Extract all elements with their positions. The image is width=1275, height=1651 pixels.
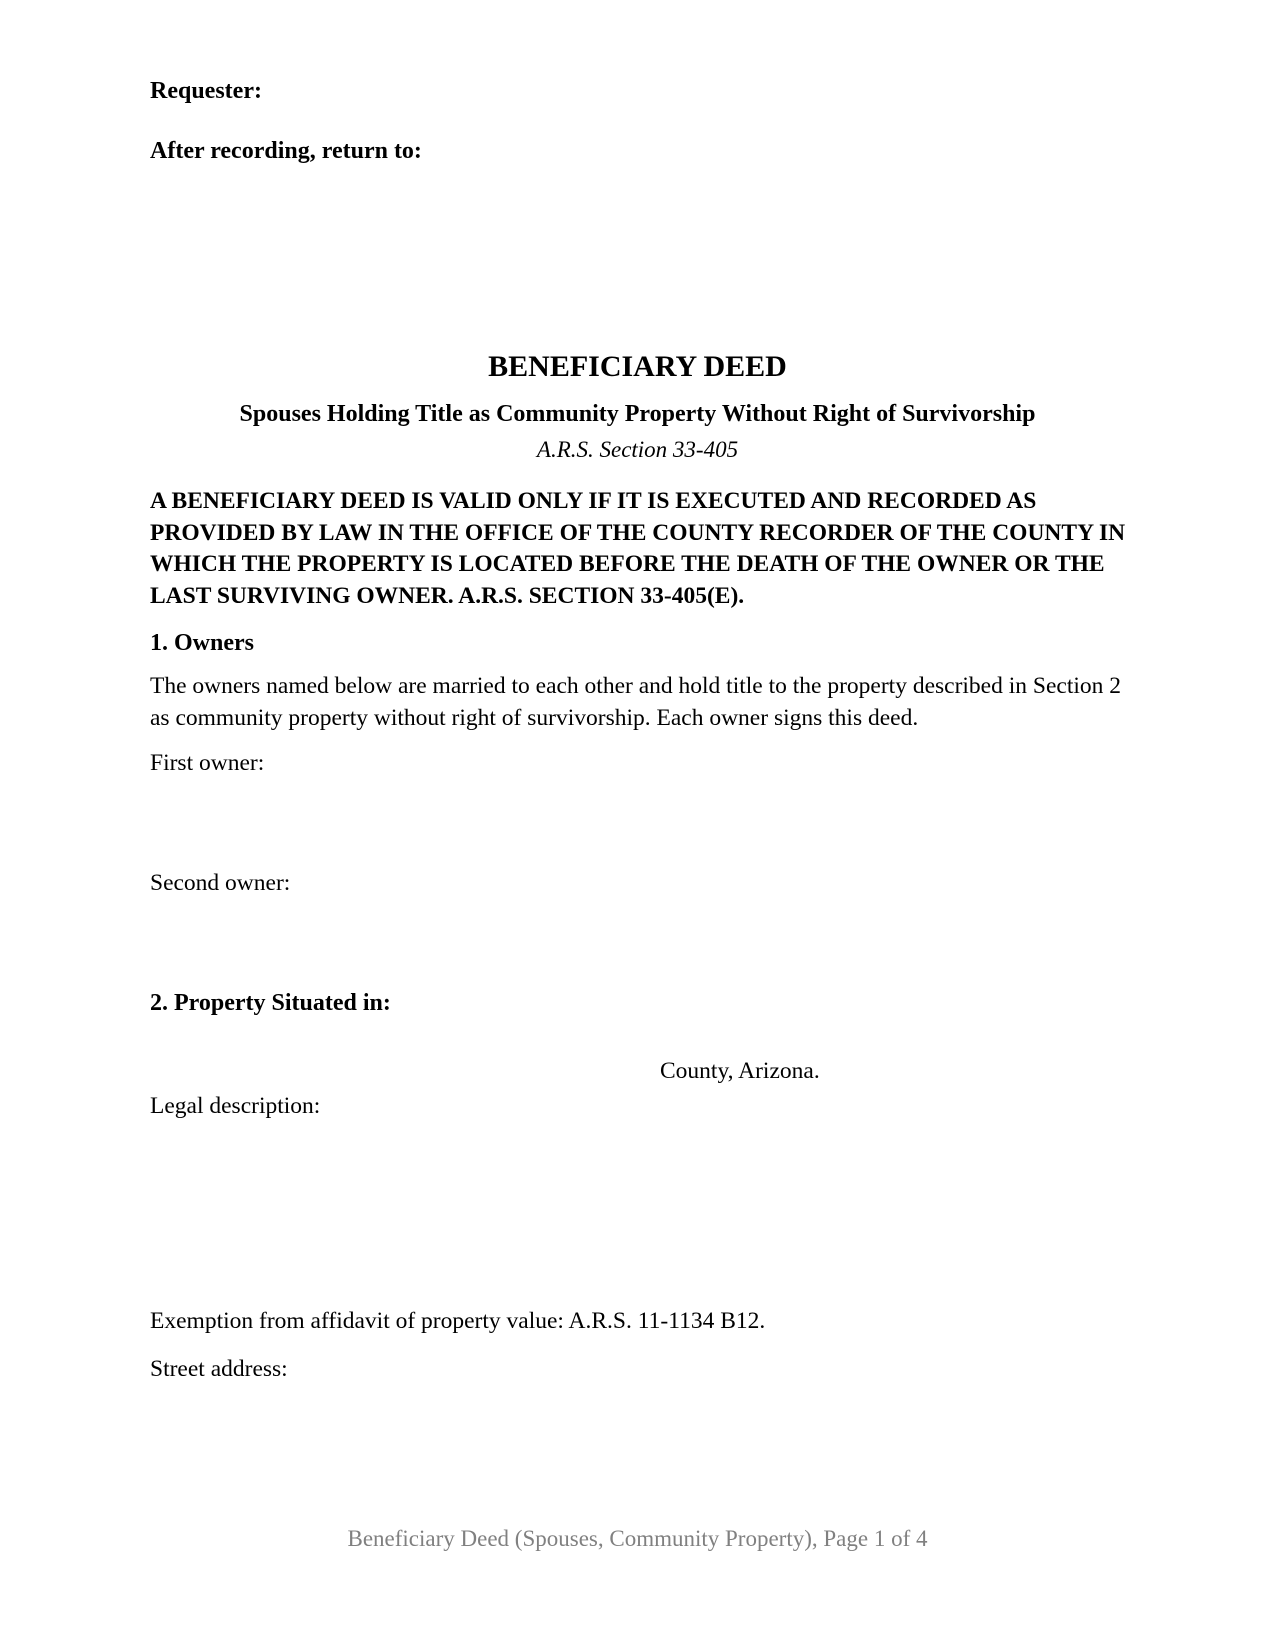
document-title: BENEFICIARY DEED xyxy=(488,350,787,383)
document-subtitle: Spouses Holding Title as Community Property Without Right of Survivorship xyxy=(239,401,1036,427)
county-text: County, Arizona. xyxy=(660,1058,820,1084)
validity-warning: A BENEFICIARY DEED IS VALID ONLY IF IT IS EXECUTED AND RECORDED AS PROVIDED BY LAW IN THE OFFICE OF THE COUNTY RECORDER OF THE COUNTY IN WHICH THE PROPERTY IS LOCATED BEFORE THE DEATH OF THE OWNER OR THE LAST SURVIVING OWNER. A.R.S. SECTION 33-405(E). xyxy=(150,488,1126,609)
owners-paragraph: The owners named below are married to each other and hold title to the property described in Section 2 as community property without right of survivorship. Each owner signs this deed. xyxy=(150,673,1122,731)
requester-label: Requester: xyxy=(150,78,262,104)
first-owner-label: First owner: xyxy=(150,750,265,776)
page-footer: Beneficiary Deed (Spouses, Community Property), Page 1 of 4 xyxy=(347,1526,928,1551)
section-2-heading: 2. Property Situated in: xyxy=(150,990,391,1016)
exemption-text: Exemption from affidavit of property value: A.R.S. 11-1134 B12. xyxy=(150,1308,766,1334)
statute-reference: A.R.S. Section 33-405 xyxy=(536,437,739,462)
return-to-label: After recording, return to: xyxy=(150,138,422,164)
section-1-heading: 1. Owners xyxy=(150,630,254,656)
legal-description-label: Legal description: xyxy=(150,1093,321,1119)
second-owner-label: Second owner: xyxy=(150,870,291,896)
street-address-label: Street address: xyxy=(150,1356,288,1382)
